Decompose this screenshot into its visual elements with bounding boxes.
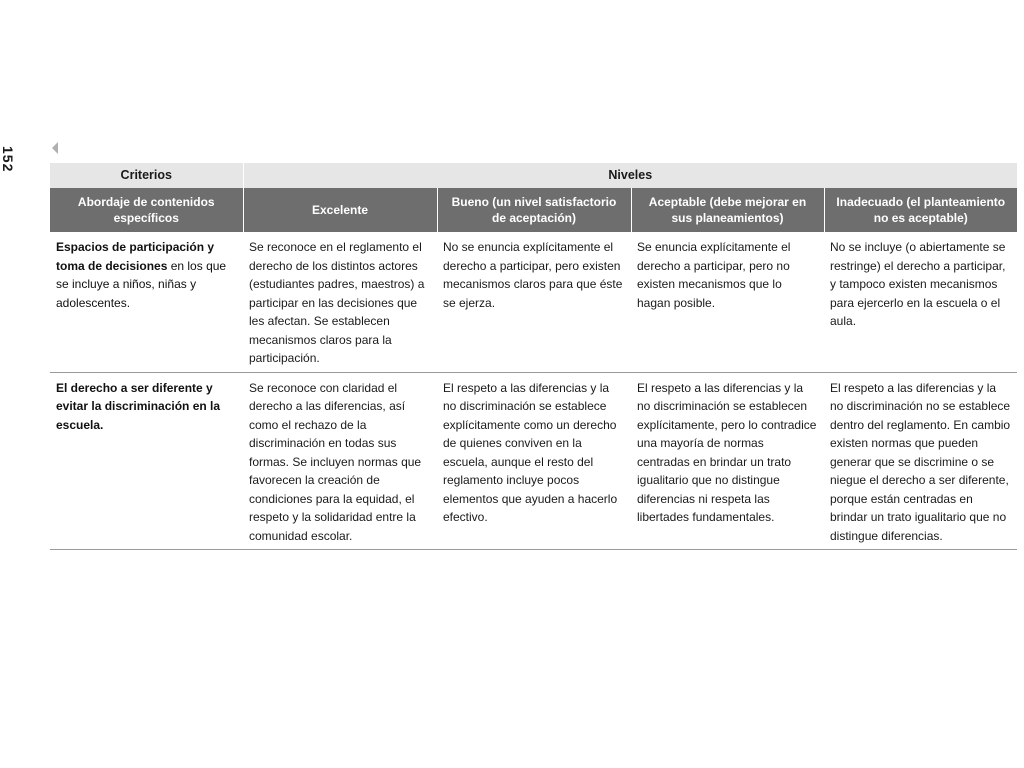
header-abordaje: Abordaje de contenidos específicos <box>50 188 243 232</box>
inadecuado-cell: No se incluye (o abiertamente se restringe) el derecho a participar, y tampoco existen mecanismos para ejercerlo en la escuela o el aula. <box>824 232 1017 372</box>
excelente-cell: Se reconoce con claridad el derecho a las diferencias, así como el rechazo de la discriminación en todas sus formas. Se incluyen normas que favorecen la creación de condiciones para la equidad, el respeto y la solidaridad entre la comunidad escolar. <box>243 372 437 550</box>
criterio-cell <box>50 232 243 372</box>
criterio-bold-text: Espacios de participación y toma de decisiones <box>56 240 215 273</box>
inadecuado-cell: El respeto a las diferencias y la no discriminación no se establece dentro del reglamento. En cambio existen normas que pueden generar que se discrimine o se niegue el derecho a ser diferente, porque están centradas en brindar un trato igualitario que no distingue diferencias. <box>824 372 1017 550</box>
header-row-levels <box>50 188 1017 232</box>
criterio-rest-text: en los que se incluye a niños, niñas y adolescentes. <box>56 258 227 310</box>
aceptable-cell: El respeto a las diferencias y la no discriminación se establecen explícitamente, pero lo contradice una mayoría de normas centradas en brindar un trato igualitario que no distingue diferencias ni respeta las libertades fundamentales. <box>631 372 824 550</box>
header-criterios: Criterios <box>50 163 243 188</box>
rubric-table <box>50 163 1017 550</box>
header-niveles: Niveles <box>243 163 1017 188</box>
criterio-cell <box>50 372 243 550</box>
header-inadecuado: Inadecuado (el planteamiento no es aceptable) <box>824 188 1017 232</box>
header-bueno: Bueno (un nivel satisfactorio de aceptación) <box>437 188 631 232</box>
table-row <box>50 232 1017 372</box>
page-number: 152 <box>0 146 16 173</box>
aceptable-cell: Se enuncia explícitamente el derecho a participar, pero no existen mecanismos que lo hagan posible. <box>631 232 824 372</box>
bueno-cell: No se enuncia explícitamente el derecho a participar, pero existen mecanismos claros para que éste se ejerza. <box>437 232 631 372</box>
header-excelente: Excelente <box>243 188 437 232</box>
table-row <box>50 372 1017 550</box>
bueno-cell: El respeto a las diferencias y la no discriminación se establece explícitamente como un derecho de quienes conviven en la escuela, aunque el resto del reglamento incluye pocos elementos que ayuden a hacerlo efectivo. <box>437 372 631 550</box>
header-aceptable: Aceptable (debe mejorar en sus planeamientos) <box>631 188 824 232</box>
triangle-marker-icon <box>52 142 58 154</box>
excelente-cell: Se reconoce en el reglamento el derecho de los distintos actores (estudiantes padres, maestros) a participar en las decisiones que les afectan. Se establecen mecanismos claros para la participación. <box>243 232 437 372</box>
criterio-bold-text: El derecho a ser diferente y evitar la discriminación en la escuela. <box>56 380 221 432</box>
header-row-top <box>50 163 1017 188</box>
